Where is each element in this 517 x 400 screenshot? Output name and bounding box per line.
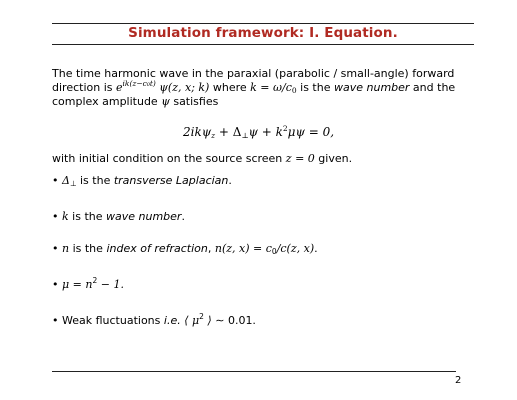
bullet-text: Weak fluctuations — [62, 314, 164, 327]
wave-number-emphasis: wave number — [333, 81, 410, 94]
intro-text-3: is the — [296, 81, 334, 94]
page-number: 2 — [455, 375, 462, 386]
bullet-text: is the — [68, 210, 107, 223]
header-rule-top — [52, 23, 474, 24]
exponential-factor — [116, 81, 156, 94]
slide-title: Simulation framework: I. Equation. — [128, 25, 398, 41]
footer-rule — [52, 371, 456, 372]
bullet-tail: . — [228, 174, 232, 187]
bullet-dot: • — [52, 174, 59, 187]
paraxial-wave-equation — [0, 125, 517, 139]
exp-superscript: ik(z−c₀t) — [122, 79, 156, 88]
mu-average-sup: 2 — [199, 312, 204, 321]
bullet-mu-definition — [52, 278, 482, 292]
intro-text-1: The time harmonic wave in the paraxial (parabolic / small-angle) forward direction is — [52, 67, 455, 94]
n-symbol: n — [62, 242, 70, 255]
header-rule-bottom — [52, 44, 474, 45]
refraction-formula: n(z, x) = c — [214, 242, 272, 255]
bullet-emphasis: wave number — [106, 210, 182, 223]
bullet-dot: • — [52, 278, 59, 291]
condition-text-2: given. — [314, 152, 353, 165]
eq-part-1: 2ikψ — [182, 125, 212, 139]
bullet-dot: • — [52, 242, 59, 255]
mu-average-close: ⟩ — [203, 314, 212, 327]
mu-formula-tail: − 1. — [97, 278, 124, 291]
eq-part-3-sup: 2 — [282, 124, 288, 133]
bullet-tail: , — [207, 242, 215, 255]
intro-text-2: where — [209, 81, 251, 94]
bullet-index-of-refraction — [52, 242, 482, 256]
bullet-dot: • — [52, 314, 59, 327]
bullet-emphasis: i.e. — [163, 314, 181, 327]
bullet-emphasis: transverse Laplacian — [113, 174, 229, 187]
condition-math: z = 0 — [285, 152, 315, 165]
wave-number-definition — [250, 81, 297, 94]
intro-text-4: and the complex amplitude — [52, 81, 456, 108]
refraction-formula-sub: 0 — [271, 247, 277, 256]
laplacian-subscript: ⊥ — [69, 179, 77, 188]
mu-average: ⟨ μ — [180, 314, 200, 327]
bullet-text: is the — [69, 242, 107, 255]
exp-base: e — [116, 81, 123, 94]
bullet-transverse-laplacian — [52, 174, 482, 188]
bullet-tail: ∼ 0.01. — [211, 314, 256, 327]
bullet-tail-2: . — [314, 242, 318, 255]
laplacian-symbol: Δ — [62, 174, 70, 187]
bullet-emphasis: index of refraction — [106, 242, 208, 255]
initial-condition-text — [52, 152, 476, 166]
condition-text-1: with initial condition on the source screen — [52, 152, 286, 165]
bullet-dot: • — [52, 210, 59, 223]
k-symbol: k — [62, 210, 69, 223]
bullet-weak-fluctuations — [52, 314, 482, 328]
k-def: k = ω/c — [250, 81, 292, 94]
amplitude-function: ψ(z, x; k) — [155, 81, 210, 94]
eq-part-2: + Δ — [215, 125, 242, 139]
bullet-wave-number — [52, 210, 482, 224]
k-def-subscript: 0 — [291, 86, 297, 95]
bullet-tail: . — [181, 210, 185, 223]
refraction-formula-tail: /c(z, x) — [276, 242, 315, 255]
mu-formula: μ = n — [62, 278, 93, 291]
eq-part-2-sub: ⊥ — [241, 131, 249, 140]
bullet-text: is the — [76, 174, 114, 187]
eq-part-1-sub: z — [211, 131, 216, 140]
eq-part-4: μψ = 0, — [287, 125, 335, 139]
mu-formula-sup: 2 — [92, 276, 98, 285]
eq-part-3: ψ + k — [248, 125, 283, 139]
intro-text-5: satisfies — [169, 95, 219, 108]
intro-paragraph — [52, 67, 476, 109]
psi-symbol: ψ — [161, 95, 170, 108]
